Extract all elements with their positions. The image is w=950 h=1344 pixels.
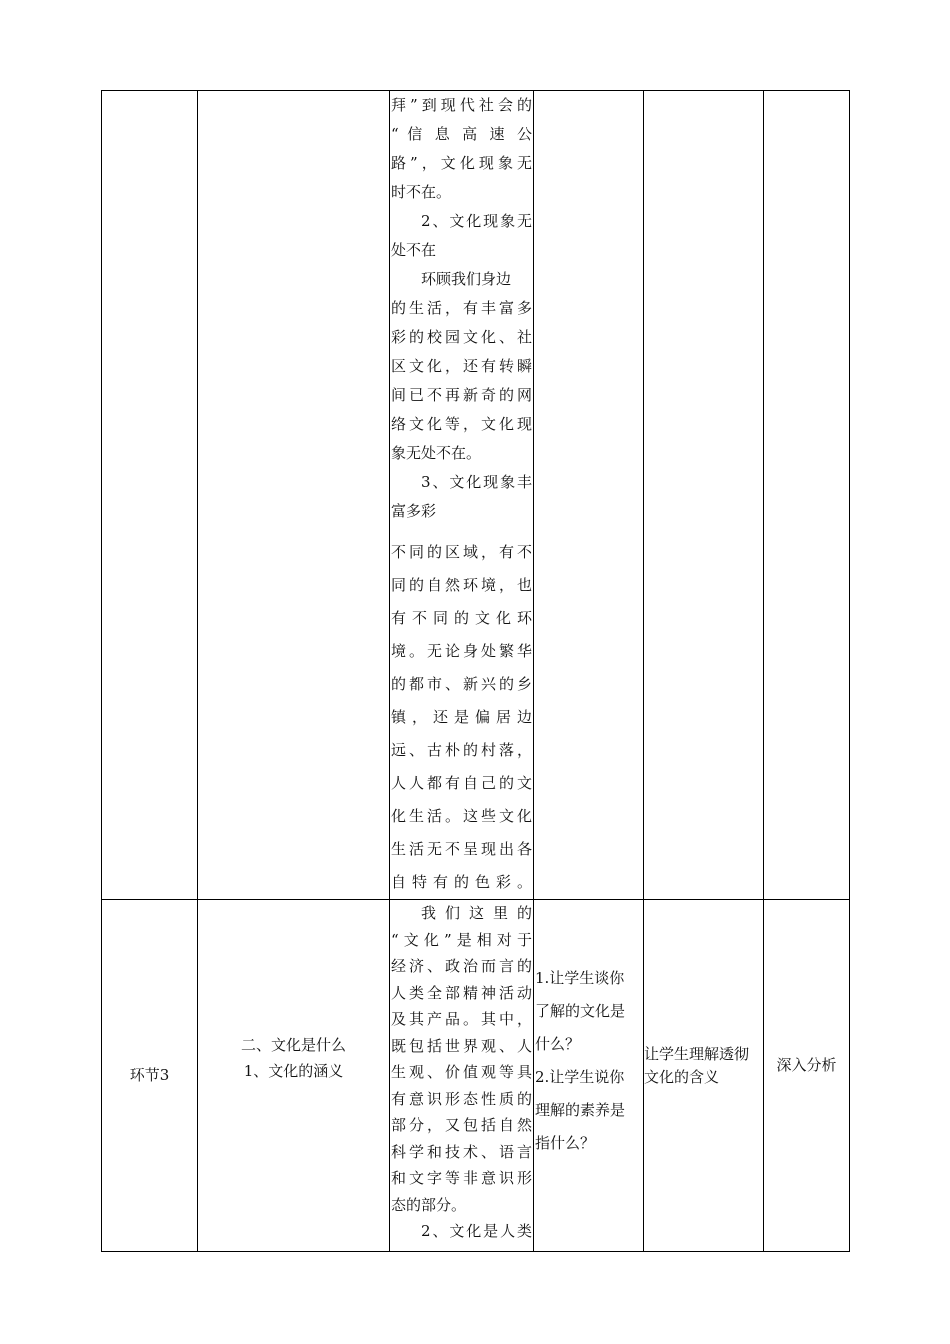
method-cell (764, 91, 850, 900)
aim-cell (644, 91, 764, 900)
text-line: 路”，文化现象无 (391, 154, 532, 172)
topic-heading: 二、文化是什么 (240, 1035, 346, 1054)
text-line: 我 们 这 里 的 (421, 904, 532, 922)
text-line: 经济、政治而言的 (391, 957, 532, 975)
text-line: 生观、价值观等具 (391, 1063, 532, 1081)
text-line: 2、文化现象无 (421, 212, 532, 230)
text-line: 2.让学生说你 (535, 1067, 625, 1086)
text-line: 象无处不在。 (391, 444, 482, 462)
content-cell (390, 91, 534, 900)
text-line: 生活无不呈现出各 (391, 840, 532, 858)
text-line: 3、文化现象丰 (421, 473, 532, 491)
text-line: 彩的校园文化、社 (391, 328, 532, 346)
stage-cell (102, 900, 198, 1252)
text-line: 指什么？ (535, 1133, 596, 1152)
table-row (102, 900, 850, 1252)
content-text (390, 900, 533, 1245)
text-line: 和文字等非意识形 (391, 1169, 532, 1187)
text-line: 什么？ (535, 1034, 581, 1053)
aim-cell (644, 900, 764, 1252)
text-line: 2、文化是人类 (421, 1222, 532, 1240)
text-line: 远、古朴的村落， (391, 741, 532, 759)
text-line: 既包括世界观、人 (391, 1036, 532, 1055)
text-line: 的都市、新兴的乡 (391, 675, 532, 693)
text-line: 拜”到现代社会的 (391, 96, 532, 114)
stage-cell (102, 91, 198, 900)
text-line: 环顾我们身边 (421, 270, 512, 288)
text-line: “文化”是相对于 (391, 930, 532, 949)
content-text (390, 91, 533, 899)
text-line: 镇，还是偏居边 (391, 708, 532, 726)
method-cell (764, 900, 850, 1252)
text-line: 科学和技术、语言 (391, 1142, 532, 1161)
stage-label: 环节3 (129, 1066, 170, 1084)
text-line: 时不在。 (391, 183, 452, 201)
lesson-plan-table (101, 90, 850, 1252)
text-line: 人类全部精神活动 (391, 983, 532, 1002)
activity-questions (534, 962, 643, 1160)
topic-subheading: 1、文化的涵义 (243, 1061, 344, 1080)
activity-cell (534, 91, 644, 900)
text-line: 化生活。这些文化 (391, 807, 532, 825)
text-line: 不同的区域，有不 (391, 543, 532, 561)
topic-cell (198, 900, 390, 1252)
text-line: 理解的素养是 (535, 1100, 626, 1119)
method-label: 深入分析 (776, 1056, 837, 1074)
text-line: 自特有的色彩。 (391, 873, 532, 891)
activity-cell (534, 900, 644, 1252)
text-line: 富多彩 (391, 502, 437, 520)
text-line: 有意识形态性质的 (391, 1089, 532, 1108)
text-line: 的生活，有丰富多 (391, 299, 532, 317)
aim-text-2: 文化的含义 (644, 1067, 720, 1086)
text-line: 间已不再新奇的网 (391, 386, 532, 404)
table-row (102, 91, 850, 900)
text-line: 络文化等，文化现 (391, 415, 532, 433)
text-line: 部分，又包括自然 (391, 1116, 532, 1134)
topic-cell (198, 91, 390, 900)
text-line: 区文化，还有转瞬 (391, 357, 532, 375)
content-cell (390, 900, 534, 1252)
text-line: 有不同的文化环 (391, 609, 532, 627)
text-line: 1.让学生谈你 (535, 968, 625, 987)
text-line: 了解的文化是 (535, 1001, 626, 1020)
text-line: 人人都有自己的文 (391, 774, 532, 792)
text-line: 境。无论身处繁华 (391, 642, 532, 660)
aim-text-1: 让学生理解透彻 (644, 1044, 750, 1063)
text-line: 同的自然环境，也 (391, 576, 532, 594)
text-line: 态的部分。 (391, 1195, 467, 1214)
text-line: 处不在 (391, 241, 437, 259)
text-line: “ 信 息 高 速 公 (391, 125, 532, 143)
text-line: 及其产品。其中， (391, 1010, 532, 1028)
